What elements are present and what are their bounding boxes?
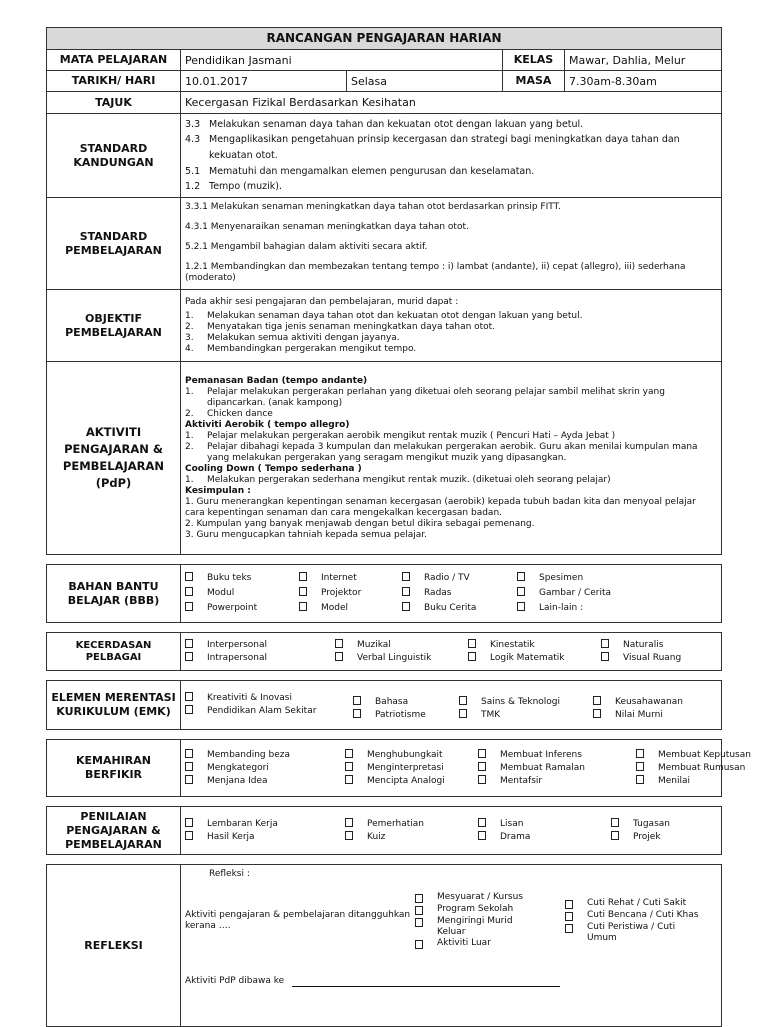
checkbox-icon[interactable] xyxy=(593,709,601,718)
penilaian-option[interactable]: Hasil Kerja xyxy=(185,832,345,843)
gap-row xyxy=(47,855,722,865)
checkbox-icon[interactable] xyxy=(185,692,193,701)
bbb-option[interactable]: Powerpoint xyxy=(185,603,299,614)
kemahiran-option[interactable]: Membuat Keputusan xyxy=(636,750,756,761)
carried-over-label: Aktiviti PdP dibawa ke xyxy=(185,976,285,986)
kecerdasan-option[interactable]: Muzikal xyxy=(335,640,468,651)
checkbox-icon[interactable] xyxy=(459,696,467,705)
gap-row xyxy=(47,730,722,740)
checkbox-icon[interactable] xyxy=(565,900,573,909)
checkbox-icon[interactable] xyxy=(636,749,644,758)
conclusion-line: 2. Kumpulan yang banyak menjawab dengan betul dikira sebagai pemenang. xyxy=(185,518,535,529)
checkbox-icon[interactable] xyxy=(593,696,601,705)
bbb-option[interactable]: Lain-lain : xyxy=(517,603,647,614)
bbb-option[interactable]: Buku Cerita xyxy=(402,603,517,614)
checkbox-icon[interactable] xyxy=(185,639,193,648)
checkbox-icon[interactable] xyxy=(402,602,410,611)
warmup-title: Pemanasan Badan (tempo andante) xyxy=(185,375,368,386)
standard-pembelajaran-label: STANDARD PEMBELAJARAN xyxy=(47,198,181,290)
subject-value: Pendidikan Jasmani xyxy=(181,50,503,71)
kecerdasan-option[interactable]: Naturalis xyxy=(601,640,711,651)
checkbox-icon[interactable] xyxy=(565,912,573,921)
checkbox-icon[interactable] xyxy=(478,775,486,784)
class-value: Mawar, Dahlia, Melur xyxy=(565,50,722,71)
kemahiran-option[interactable]: Menjana Idea xyxy=(185,776,345,787)
bbb-option[interactable]: Model xyxy=(299,603,402,614)
checkbox-icon[interactable] xyxy=(565,924,573,933)
postpone-text: Aktiviti pengajaran & pembelajaran ditangguhkan kerana …. xyxy=(185,910,411,931)
checkbox-icon[interactable] xyxy=(185,587,193,596)
carried-over-field[interactable] xyxy=(292,978,560,987)
aktiviti-label: AKTIVITI PENGAJARAN & PEMBELAJARAN (PdP) xyxy=(47,362,181,555)
emk-option[interactable]: Nilai Murni xyxy=(593,710,693,721)
kemahiran-options xyxy=(181,740,751,797)
bbb-option[interactable]: Buku teks xyxy=(185,573,299,584)
time-label: MASA xyxy=(503,71,565,92)
bbb-option[interactable]: Radio / TV xyxy=(402,573,517,584)
page-title: RANCANGAN PENGAJARAN HARIAN xyxy=(47,28,722,50)
checkbox-icon[interactable] xyxy=(185,762,193,771)
postpone-reasons-b xyxy=(565,898,715,944)
checkbox-icon[interactable] xyxy=(478,818,486,827)
bbb-label: BAHAN BANTU BELAJAR (BBB) xyxy=(47,565,181,623)
standard-kandungan-content xyxy=(181,114,722,198)
checkbox-icon[interactable] xyxy=(345,831,353,840)
emk-row xyxy=(47,681,722,730)
kecerdasan-label: KECERDASAN PELBAGAI xyxy=(47,633,181,671)
penilaian-option[interactable]: Tugasan xyxy=(611,819,731,830)
checkbox-icon[interactable] xyxy=(299,572,307,581)
penilaian-row xyxy=(47,807,722,855)
lesson-plan-table xyxy=(46,27,751,1027)
sk-item: 5.1 Mematuhi dan mengamalkan elemen pengurusan dan keselamatan. xyxy=(185,166,535,177)
objektif-list xyxy=(185,311,717,355)
checkbox-icon[interactable] xyxy=(611,831,619,840)
standard-pembelajaran-content xyxy=(181,198,722,290)
aktiviti-content xyxy=(181,362,722,555)
gap-row xyxy=(47,671,722,681)
checkbox-icon[interactable] xyxy=(415,906,423,915)
checkbox-icon[interactable] xyxy=(415,894,423,903)
checkbox-icon[interactable] xyxy=(601,652,609,661)
emk-option[interactable]: Pendidikan Alam Sekitar xyxy=(185,706,353,717)
emk-label: ELEMEN MERENTASI KURIKULUM (EMK) xyxy=(47,681,181,730)
checkbox-icon[interactable] xyxy=(185,652,193,661)
checkbox-icon[interactable] xyxy=(345,762,353,771)
checkbox-icon[interactable] xyxy=(185,831,193,840)
kecerdasan-option[interactable]: Kinestatik xyxy=(468,640,601,651)
conclusion-line: 3. Guru mengucapkan tahniah kepada semua pelajar. xyxy=(185,529,427,540)
kemahiran-label: KEMAHIRAN BERFIKIR xyxy=(47,740,181,797)
aerobic-title: Aktiviti Aerobik ( tempo allegro) xyxy=(185,419,350,430)
checkbox-icon[interactable] xyxy=(415,940,423,949)
kemahiran-option[interactable]: Membuat Ramalan xyxy=(478,763,636,774)
checkbox-icon[interactable] xyxy=(345,749,353,758)
kecerdasan-option[interactable]: Intrapersonal xyxy=(185,653,335,664)
penilaian-label: PENILAIAN PENGAJARAN & PEMBELAJARAN xyxy=(47,807,181,855)
checkbox-icon[interactable] xyxy=(185,602,193,611)
emk-option[interactable]: TMK xyxy=(459,710,593,721)
sk-item: 3.3 Melakukan senaman daya tahan dan kekuatan otot dengan lakuan yang betul. xyxy=(185,119,584,130)
day-value: Selasa xyxy=(347,71,503,92)
bbb-option[interactable]: Modul xyxy=(185,588,299,599)
cooldown-title: Cooling Down ( Tempo sederhana ) xyxy=(185,463,362,474)
emk-option[interactable]: Patriotisme xyxy=(353,710,459,721)
warmup-item: 1. Pelajar melakukan pergerakan perlahan yang diketuai oleh seorang pelajar sambil melihat skrin yang dipancarkan. (anak kampong) xyxy=(185,386,665,408)
bbb-option[interactable]: Projektor xyxy=(299,588,402,599)
bbb-option[interactable]: Spesimen xyxy=(517,573,647,584)
sk-item: 4.3 Mengaplikasikan pengetahuan prinsip kecergasan dan strategi bagi meningkatkan daya tahan dan kekuatan otot. xyxy=(185,134,680,161)
kecerdasan-option[interactable]: Verbal Linguistik xyxy=(335,653,468,664)
standard-kandungan-label: STANDARD KANDUNGAN xyxy=(47,114,181,198)
reason-option[interactable]: Cuti Rehat / Cuti Sakit xyxy=(565,898,715,910)
penilaian-option[interactable]: Pemerhatian xyxy=(345,819,478,830)
checkbox-icon[interactable] xyxy=(468,652,476,661)
bbb-option[interactable]: Internet xyxy=(299,573,402,584)
checkbox-icon[interactable] xyxy=(601,639,609,648)
kemahiran-option[interactable]: Menghubungkait xyxy=(345,750,478,761)
conclusion-line: 1. Guru menerangkan kepentingan senaman kecergasan (aerobik) kepada tubuh badan kita dan menyoal pelajar cara kepentingan senaman dan cara mengekalkan kecergasan badan. xyxy=(185,496,696,518)
bbb-option[interactable]: Radas xyxy=(402,588,517,599)
objektif-row xyxy=(47,290,722,362)
postpone-reasons-a xyxy=(415,892,565,950)
kemahiran-option[interactable]: Membanding beza xyxy=(185,750,345,761)
reason-option[interactable]: Cuti Bencana / Cuti Khas xyxy=(565,910,715,922)
checkbox-icon[interactable] xyxy=(636,762,644,771)
kemahiran-option[interactable]: Mentafsir xyxy=(478,776,636,787)
aktiviti-row xyxy=(47,362,722,555)
gap-row xyxy=(47,623,722,633)
checkbox-icon[interactable] xyxy=(402,587,410,596)
kemahiran-row xyxy=(47,740,722,797)
checkbox-icon[interactable] xyxy=(299,587,307,596)
bbb-row xyxy=(47,565,722,623)
sp-item: 5.2.1 Mengambil bahagian dalam aktiviti secara aktif. xyxy=(185,241,428,252)
checkbox-icon[interactable] xyxy=(478,762,486,771)
emk-options xyxy=(181,681,722,730)
kemahiran-option[interactable]: Menginterpretasi xyxy=(345,763,478,774)
checkbox-icon[interactable] xyxy=(335,639,343,648)
date-row xyxy=(47,71,722,92)
reason-option[interactable]: Program Sekolah xyxy=(415,904,565,916)
checkbox-icon[interactable] xyxy=(185,749,193,758)
reason-option[interactable]: Mengiringi Murid Keluar xyxy=(415,916,565,938)
checkbox-icon[interactable] xyxy=(185,818,193,827)
aerobic-item: 1. Pelajar melakukan pergerakan aerobik mengikut rentak muzik ( Pencuri Hati – Ayda Jebat ) xyxy=(185,430,616,441)
checkbox-icon[interactable] xyxy=(517,602,525,611)
kemahiran-option[interactable]: Mengkategori xyxy=(185,763,345,774)
checkbox-icon[interactable] xyxy=(345,818,353,827)
checkbox-icon[interactable] xyxy=(611,818,619,827)
sp-item: 1.2.1 Membandingkan dan membezakan tentang tempo : i) lambat (andante), ii) cepat (allegro), iii) sederhana (moderato) xyxy=(185,261,686,283)
bbb-options xyxy=(181,565,722,623)
sk-item: 1.2 Tempo (muzik). xyxy=(185,181,282,192)
penilaian-options xyxy=(181,807,722,855)
kemahiran-option[interactable]: Menilai xyxy=(636,776,756,787)
lesson-plan-sheet xyxy=(46,27,751,1027)
objektif-item: 2. Menyatakan tiga jenis senaman meningkatkan daya tahan otot. xyxy=(185,321,496,332)
refleksi-row xyxy=(47,865,722,1027)
objektif-content xyxy=(181,290,722,362)
reason-option[interactable]: Aktiviti Luar xyxy=(415,938,565,950)
topic-label: TAJUK xyxy=(47,92,181,114)
cooldown-item: 1. Melakukan pergerakan sederhana mengikut rentak muzik. (diketuai oleh seorang pelajar) xyxy=(185,474,611,485)
gap-row xyxy=(47,555,722,565)
checkbox-icon[interactable] xyxy=(468,639,476,648)
checkbox-icon[interactable] xyxy=(402,572,410,581)
emk-option[interactable]: Sains & Teknologi xyxy=(459,697,593,708)
class-label: KELAS xyxy=(503,50,565,71)
warmup-item: 2. Chicken dance xyxy=(185,408,273,419)
objektif-intro: Pada akhir sesi pengajaran dan pembelajaran, murid dapat : xyxy=(185,296,459,307)
checkbox-icon[interactable] xyxy=(478,831,486,840)
refleksi-content xyxy=(181,865,722,1027)
objektif-label: OBJEKTIF PEMBELAJARAN xyxy=(47,290,181,362)
sp-item: 4.3.1 Menyenaraikan senaman meningkatkan daya tahan otot. xyxy=(185,221,469,232)
time-value: 7.30am-8.30am xyxy=(565,71,722,92)
gap-row xyxy=(47,797,722,807)
cooldown-list xyxy=(185,475,717,486)
kecerdasan-option[interactable]: Visual Ruang xyxy=(601,653,711,664)
emk-option[interactable]: Bahasa xyxy=(353,697,459,708)
aerobic-item: 2. Pelajar dibahagi kepada 3 kumpulan dan melakukan pergerakan aerobik. Guru akan menilai kumpulan mana yang melakukan pergerakan yang seragam mengikut muzik yang dipasangkan. xyxy=(185,441,698,463)
checkbox-icon[interactable] xyxy=(335,652,343,661)
bbb-option[interactable]: Gambar / Cerita xyxy=(517,588,647,599)
penilaian-option[interactable]: Kuiz xyxy=(345,832,478,843)
conclusion-title: Kesimpulan : xyxy=(185,485,251,496)
standard-kandungan-row xyxy=(47,114,722,198)
subject-row xyxy=(47,50,722,71)
checkbox-icon[interactable] xyxy=(185,775,193,784)
refleksi-postpone-block xyxy=(185,892,717,950)
refleksi-heading: Refleksi : xyxy=(209,869,250,879)
topic-value: Kecergasan Fizikal Berdasarkan Kesihatan xyxy=(181,92,722,114)
reason-option[interactable]: Cuti Peristiwa / Cuti Umum xyxy=(565,922,715,944)
emk-option[interactable]: Keusahawanan xyxy=(593,697,693,708)
penilaian-option[interactable]: Drama xyxy=(478,832,611,843)
penilaian-option[interactable]: Lisan xyxy=(478,819,611,830)
date-label: TARIKH/ HARI xyxy=(47,71,181,92)
kemahiran-option[interactable]: Membuat Rumusan xyxy=(636,763,756,774)
refleksi-label: REFLEKSI xyxy=(47,865,181,1027)
aerobic-list xyxy=(185,431,717,464)
emk-option[interactable]: Kreativiti & Inovasi xyxy=(185,693,353,704)
objektif-item: 1. Melakukan senaman daya tahan otot dan kekuatan otot dengan lakuan yang betul. xyxy=(185,310,583,321)
checkbox-icon[interactable] xyxy=(353,696,361,705)
topic-row xyxy=(47,92,722,114)
kecerdasan-options xyxy=(181,633,722,671)
checkbox-icon[interactable] xyxy=(415,918,423,927)
kemahiran-option[interactable]: Membuat Inferens xyxy=(478,750,636,761)
checkbox-icon[interactable] xyxy=(345,775,353,784)
checkbox-icon[interactable] xyxy=(299,602,307,611)
date-value: 10.01.2017 xyxy=(181,71,347,92)
kemahiran-option[interactable]: Mencipta Analogi xyxy=(345,776,478,787)
objektif-item: 4. Membandingkan pergerakan mengikut tempo. xyxy=(185,343,417,354)
objektif-item: 3. Melakukan semua aktiviti dengan jayanya. xyxy=(185,332,400,343)
penilaian-option[interactable]: Lembaran Kerja xyxy=(185,819,345,830)
title-row xyxy=(47,28,722,50)
reason-option[interactable]: Mesyuarat / Kursus xyxy=(415,892,565,904)
checkbox-icon[interactable] xyxy=(478,749,486,758)
subject-label: MATA PELAJARAN xyxy=(47,50,181,71)
checkbox-icon[interactable] xyxy=(517,587,525,596)
carried-over-line xyxy=(185,976,717,987)
penilaian-option[interactable]: Projek xyxy=(611,832,731,843)
warmup-list xyxy=(185,387,717,420)
checkbox-icon[interactable] xyxy=(636,775,644,784)
kecerdasan-option[interactable]: Interpersonal xyxy=(185,640,335,651)
checkbox-icon[interactable] xyxy=(185,705,193,714)
sp-item: 3.3.1 Melakukan senaman meningkatkan daya tahan otot berdasarkan prinsip FITT. xyxy=(185,201,561,212)
standard-pembelajaran-row xyxy=(47,198,722,290)
checkbox-icon[interactable] xyxy=(185,572,193,581)
kecerdasan-row xyxy=(47,633,722,671)
kecerdasan-option[interactable]: Logik Matematik xyxy=(468,653,601,664)
checkbox-icon[interactable] xyxy=(353,709,361,718)
checkbox-icon[interactable] xyxy=(459,709,467,718)
checkbox-icon[interactable] xyxy=(517,572,525,581)
